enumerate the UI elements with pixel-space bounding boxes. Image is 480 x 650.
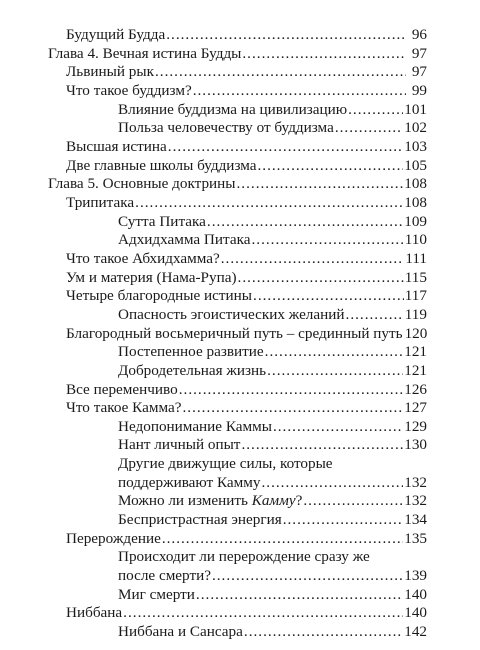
- toc-entry-page: 105: [404, 156, 427, 174]
- toc-subentry: [118, 586, 427, 603]
- toc-entry-page: 132: [404, 492, 427, 510]
- toc-entry-page: 129: [404, 417, 427, 435]
- toc-entry: [66, 604, 427, 621]
- toc-entry-title: Миг смерти: [118, 585, 195, 603]
- toc-entry-page: 142: [404, 623, 427, 640]
- toc-entry-title: Влияние буддизма на цивилизацию: [118, 100, 348, 118]
- toc-entry-title: Происходит ли перерождение сразу же: [118, 548, 370, 566]
- toc-entry-title: Что такое Абхидхамма?: [66, 249, 220, 267]
- toc-entry-page: 140: [404, 585, 427, 603]
- toc-entry-title: Что такое буддизм?: [66, 82, 192, 99]
- toc-entry-title: Сутта Питака: [118, 212, 206, 230]
- toc-entry: [66, 399, 427, 416]
- toc-entry-title: Глава 4. Вечная истина Будды: [48, 44, 242, 62]
- toc-entry-title: Перерождение: [66, 529, 161, 547]
- toc-entry-page: 121: [404, 343, 427, 361]
- toc-entry-title: Глава 5. Основные доктрины: [48, 175, 236, 193]
- toc-entry: [66, 138, 427, 155]
- toc-entry-page: 111: [405, 249, 427, 267]
- toc-entry: [66, 26, 427, 43]
- toc-entry: [66, 269, 427, 286]
- toc-entry: [66, 82, 427, 99]
- toc-entry-page: 132: [404, 473, 427, 491]
- toc-subentry: [118, 511, 427, 528]
- toc-entry-page: 126: [404, 380, 427, 398]
- toc-entry-title: Другие движущие силы, которые: [118, 455, 333, 473]
- toc-entry-title: Опасность эгоистических желаний: [118, 305, 345, 323]
- toc-entry-title: Будущий Будда: [66, 26, 166, 43]
- toc-entry-page: 109: [404, 212, 427, 230]
- toc-subentry: [118, 418, 427, 435]
- toc-entry-title: Львиный рык: [66, 63, 154, 81]
- toc-entry-page: 127: [404, 399, 427, 417]
- toc-entry-page: 117: [404, 287, 427, 305]
- toc-subentry: [118, 567, 427, 584]
- toc-entry-title: Все переменчиво: [66, 380, 178, 398]
- toc-entry-page: 110: [404, 231, 427, 249]
- toc-entry: [66, 287, 427, 304]
- toc-entry-title: Что такое Камма?: [66, 399, 182, 417]
- toc-entry-page: 121: [404, 361, 427, 379]
- toc-entry-page: 140: [404, 604, 427, 622]
- toc-entry-title: Четыре благородные истины: [66, 287, 253, 305]
- toc-subentry: [118, 101, 427, 118]
- toc-entry-page: 115: [404, 268, 427, 286]
- toc-entry-title: Беспристрастная энергия: [118, 511, 282, 529]
- toc-entry-title: Добродетельная жизнь: [118, 361, 267, 379]
- toc-entry-title: Польза человечеству от буддизма: [118, 119, 334, 137]
- toc-chapter: [48, 175, 427, 192]
- toc-entry: [66, 381, 427, 398]
- toc-subentry: [118, 436, 427, 453]
- toc-entry-page: 119: [404, 305, 427, 323]
- toc-entry-title: Адхидхамма Питака: [118, 231, 251, 249]
- toc-chapter: [48, 45, 427, 62]
- toc-entry-page: 108: [404, 193, 427, 211]
- toc-entry: [66, 530, 427, 547]
- toc-subentry: [118, 362, 427, 379]
- toc-entry-title: Нант личный опыт: [118, 436, 241, 454]
- toc-entry-page: 134: [404, 511, 427, 529]
- toc-entry-title: Можно ли изменить: [118, 492, 252, 510]
- toc-entry-page: 99: [411, 82, 427, 99]
- toc-subentry: [118, 213, 427, 230]
- toc-entry: [66, 250, 427, 267]
- toc-entry-title: Ниббана и Сансара: [118, 623, 243, 640]
- toc-entry-title: Высшая истина: [66, 137, 167, 155]
- toc-entry-page: 139: [404, 567, 427, 584]
- toc-entry-page: 96: [411, 26, 427, 43]
- toc-entry-page: 97: [411, 44, 427, 62]
- toc-entry-page: 103: [404, 137, 427, 155]
- toc-subentry: [118, 492, 427, 509]
- toc-subentry: [118, 623, 427, 640]
- toc-entry-title-continued: после смерти?: [118, 567, 211, 584]
- toc-subentry: [118, 306, 427, 323]
- toc-entry: [66, 325, 427, 342]
- toc-entry-title: Ум и материя (Нама-Рупа): [66, 268, 237, 286]
- toc-entry-page: 101: [404, 100, 427, 118]
- toc-entry-title: Две главные школы буддизма: [66, 156, 257, 174]
- toc-entry-page: 102: [404, 119, 427, 137]
- toc-entry-page: 97: [411, 63, 427, 81]
- toc-entry-title: Трипитака: [66, 193, 135, 211]
- toc-entry-title-continued: поддерживают Камму: [118, 473, 261, 491]
- toc-entry: [66, 194, 427, 211]
- toc-entry-page: 120: [404, 324, 428, 342]
- toc-entry: [66, 63, 427, 80]
- toc-entry-title: Постепенное развитие: [118, 343, 264, 361]
- toc-entry: [66, 157, 427, 174]
- toc-entry-title: Ниббана: [66, 604, 123, 622]
- toc-entry-title: Недопонимание Каммы: [118, 417, 272, 435]
- toc-entry-title-emphasis: Камму: [251, 492, 296, 510]
- toc-subentry: [118, 119, 427, 136]
- toc-subentry: [118, 343, 427, 360]
- toc-entry-page: 135: [404, 529, 427, 547]
- toc-entry-title: Благородный восьмеричный путь – срединный путь: [66, 324, 403, 342]
- toc-entry-title-suffix: ?: [295, 492, 303, 510]
- toc-subentry: [118, 474, 427, 491]
- toc-entry-page: 108: [404, 175, 427, 193]
- toc-entry-page: 130: [404, 436, 427, 454]
- toc-subentry: [118, 231, 427, 248]
